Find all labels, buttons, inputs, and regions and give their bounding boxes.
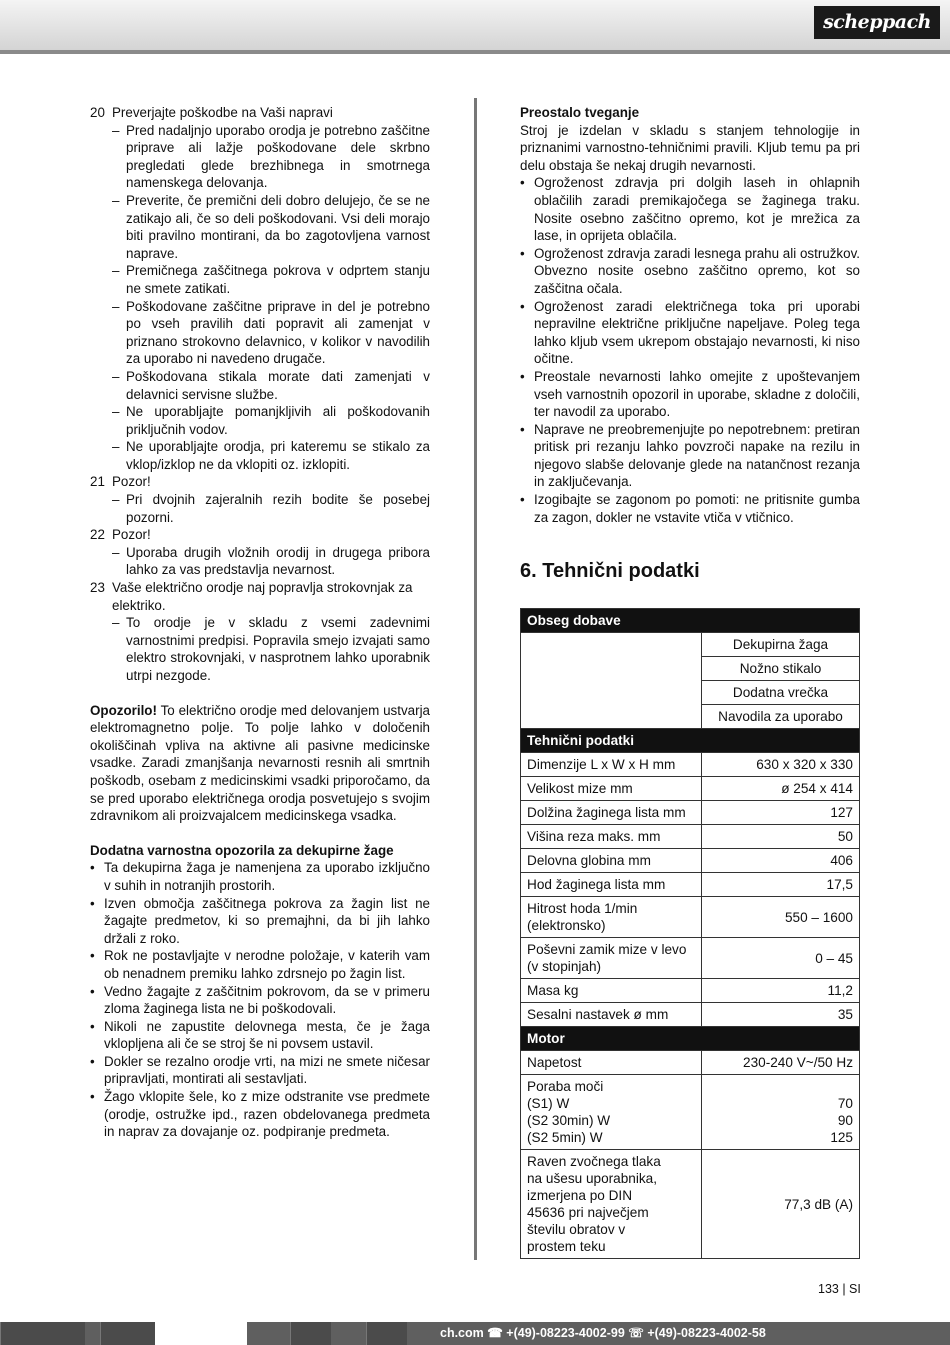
spec-label: Sesalni nastavek ø mm bbox=[521, 1003, 702, 1027]
spec-value: 11,2 bbox=[702, 979, 860, 1003]
power-labels bbox=[521, 1075, 702, 1150]
power-label: (S2 30min) W bbox=[527, 1113, 611, 1128]
dash-item bbox=[90, 192, 430, 262]
bullet-marker: • bbox=[520, 368, 525, 384]
specifications-table bbox=[520, 608, 860, 1259]
bullet-item bbox=[520, 421, 860, 491]
item-text: Preverjajte poškodbe na Vaši napravi bbox=[112, 105, 333, 120]
top-header-bar bbox=[0, 0, 950, 54]
bullet-text: Izogibajte se zagonom po pomoti: ne pritisnite gumba za zagon, dokler ne vstavite vtiča v vtičnico. bbox=[534, 492, 860, 525]
bullet-item bbox=[90, 1053, 430, 1088]
dash-marker: – bbox=[112, 263, 120, 279]
spec-value: 17,5 bbox=[702, 873, 860, 897]
dash-item bbox=[90, 614, 430, 684]
spec-label: Hitrost hoda 1/min (elektronsko) bbox=[521, 897, 702, 938]
spec-label: Napetost bbox=[521, 1051, 702, 1075]
bullet-marker: • bbox=[90, 983, 95, 999]
bullet-marker: • bbox=[520, 492, 525, 508]
dash-text: Uporaba drugih vložnih orodij in drugega pribora lahko za vas predstavlja nevarnost. bbox=[126, 544, 430, 578]
dash-item bbox=[90, 544, 430, 579]
footer-segment bbox=[366, 1322, 407, 1345]
item-number: 23 bbox=[90, 580, 105, 596]
spec-value: 406 bbox=[702, 849, 860, 873]
bullet-item bbox=[520, 245, 860, 298]
dash-text: Ne uporabljajte orodja, pri kateremu se stikalo za vklop/izklop ne da vklopiti oz. izklopiti. bbox=[126, 439, 430, 472]
spec-value: 50 bbox=[702, 825, 860, 849]
bullet-item bbox=[90, 947, 430, 982]
footer-segment bbox=[0, 1322, 85, 1345]
spec-value: 630 x 320 x 330 bbox=[702, 753, 860, 777]
bullet-marker: • bbox=[520, 175, 525, 191]
dash-marker: – bbox=[112, 298, 120, 314]
bullet-text: Nikoli ne zapustite delovnega mesta, če je žaga vklopljena ali če se stroj še ni povsem ustavil. bbox=[104, 1018, 430, 1052]
spec-row bbox=[521, 753, 860, 777]
scope-empty-cell bbox=[521, 681, 702, 705]
spec-value: 35 bbox=[702, 1003, 860, 1027]
warning-text: To električno orodje med delovanjem ustvarja elektromagnetno polje. To polje lahko v določenih okoliščinah vpliva na aktivne ali pasivne medicinske vsadke. Zaradi zmanjšanja nevarnosti resnih ali smrtnih poškodb, osebam z medicinskimi vsadki priporočamo, da se pred uporabo električnega orodja posvetujejo s svojim zdravnikom ali proizvajalcem medicinskega vsadka. bbox=[90, 702, 430, 824]
bullet-item bbox=[90, 983, 430, 1018]
numbered-item bbox=[90, 104, 430, 122]
brand-logo: scheppach bbox=[814, 6, 940, 39]
spec-row bbox=[521, 1003, 860, 1027]
scope-empty-cell bbox=[521, 633, 702, 657]
scope-item: Navodila za uporabo bbox=[702, 705, 860, 729]
spec-value: 550 – 1600 bbox=[702, 897, 860, 938]
section-heading: 6. Tehnični podatki bbox=[520, 560, 700, 582]
bullet-item bbox=[90, 895, 430, 948]
residual-risk-intro: Stroj je izdelan v skladu s stanjem tehnologije in priznanimi varnostno-tehničnimi pravili. Kljub temu pa pri delu obstaja še nekaj drugih nevarnosti. bbox=[520, 122, 860, 173]
dash-text: Premičnega zaščitnega pokrova v odprtem stanju ne smete zatikati. bbox=[126, 263, 430, 296]
footer-contact: ch.com ☎ +(49)-08223-4002-99 ☏ +(49)-08223-4002-58 bbox=[440, 1326, 766, 1340]
spec-row bbox=[521, 873, 860, 897]
bullet-text: Ogroženost zdravja zaradi lesnega prahu ali ostružkov. Obvezno nosite osebno zaščitno opremo, kot so zaščitna očala. bbox=[534, 245, 860, 296]
dash-marker: – bbox=[112, 492, 120, 508]
dash-marker: – bbox=[112, 544, 120, 560]
bullet-marker: • bbox=[90, 948, 95, 964]
dash-text: Preverite, če premični deli dobro delujejo, če se ne zatikajo ali, če so deli poškodovani. Vsi deli morajo biti pravilno montirani, da bo zagotovljena varnost naprave. bbox=[126, 192, 430, 261]
residual-risk-list bbox=[520, 174, 860, 526]
spec-row bbox=[521, 825, 860, 849]
power-title: Poraba moči bbox=[527, 1079, 604, 1094]
bullet-text: Izven območja zaščitnega pokrova za žagin list ne žagajte predmetov, ki so premajhni, da bi jih lahko držali z roko. bbox=[104, 895, 430, 946]
extra-safety-title: Dodatna varnostna opozorila za dekupirne žage bbox=[90, 842, 394, 858]
motor-header-row bbox=[521, 1027, 860, 1051]
bullet-item bbox=[520, 174, 860, 244]
dash-marker: – bbox=[112, 615, 120, 631]
scope-row bbox=[521, 705, 860, 729]
spec-value: 127 bbox=[702, 801, 860, 825]
item-text: Vaše električno orodje naj popravlja strokovnjak za elektriko. bbox=[112, 580, 413, 613]
bullet-marker: • bbox=[90, 1053, 95, 1069]
power-value: 125 bbox=[830, 1130, 853, 1145]
bullet-text: Rok ne postavljajte v nerodne položaje, v katerih vam ob nenadnem premiku lahko zdrsnejo po žagin list. bbox=[104, 948, 430, 981]
bullet-marker: • bbox=[90, 860, 95, 876]
bullet-item bbox=[520, 491, 860, 526]
section-header-cell: Obseg dobave bbox=[521, 609, 860, 633]
item-text: Pozor! bbox=[112, 527, 151, 543]
dash-text: Poškodovana stikala morate dati zamenjati v delavnici servisne službe. bbox=[126, 368, 430, 402]
power-label: (S1) W bbox=[527, 1096, 570, 1111]
noise-label: Raven zvočnega tlaka na ušesu uporabnika, izmerjena po DIN 45636 pri največjem številu obratov v prostem teku bbox=[521, 1150, 702, 1259]
dash-marker: – bbox=[112, 404, 120, 420]
spec-value: 0 – 45 bbox=[702, 938, 860, 979]
footer-segment bbox=[290, 1322, 331, 1345]
bullet-text: Preostale nevarnosti lahko omejite z upoštevanjem vseh varnostnih opozoril in uporabe, skladne z določili, ter navodil za uporabo. bbox=[534, 368, 860, 420]
scope-row bbox=[521, 657, 860, 681]
bullet-item bbox=[520, 298, 860, 368]
spec-row bbox=[521, 979, 860, 1003]
scope-empty-cell bbox=[521, 657, 702, 681]
scope-item: Nožno stikalo bbox=[702, 657, 860, 681]
dash-item bbox=[90, 298, 430, 368]
section-header-cell: Tehnični podatki bbox=[521, 729, 860, 753]
spec-row bbox=[521, 938, 860, 979]
bullet-marker: • bbox=[520, 245, 525, 261]
bullet-text: Ta dekupirna žaga je namenjena za uporabo izključno v suhih in notranjih prostorih. bbox=[104, 860, 430, 893]
right-column bbox=[520, 104, 860, 526]
page-number: 133 | SI bbox=[818, 1282, 861, 1296]
bullet-marker: • bbox=[90, 1018, 95, 1034]
dash-marker: – bbox=[112, 439, 120, 455]
scope-header-row bbox=[521, 609, 860, 633]
bullet-marker: • bbox=[520, 421, 525, 437]
bullet-text: Ogroženost zdravja pri dolgih laseh in ohlapnih oblačilih zaradi premikajočega se žaginega traku. Nosite osebno zaščitno opremo, kot je mrežica za lase, in oprijeta oblačila. bbox=[534, 175, 860, 244]
dash-item bbox=[90, 491, 430, 526]
numbered-list bbox=[90, 104, 430, 685]
spec-label: Delovna globina mm bbox=[521, 849, 702, 873]
footer-white-block bbox=[155, 1322, 247, 1345]
bullet-text: Dokler se rezalno orodje vrti, na mizi ne smete ničesar pripravljati, montirati ali sestavljati. bbox=[104, 1053, 430, 1087]
noise-row bbox=[521, 1150, 860, 1259]
dash-text: Poškodovane zaščitne priprave in del je potrebno po vseh pravilih dati popravit ali zamenjat v priznano strokovno delavnico, v kolikor v navodilih za uporabo ni navedeno drugače. bbox=[126, 298, 430, 367]
item-number: 21 bbox=[90, 474, 105, 490]
spec-value: ø 254 x 414 bbox=[702, 777, 860, 801]
bullet-text: Naprave ne preobremenjujte po nepotrebnem: pretiran pritisk pri rezanju lahko povzroči napake na rezilu in njegovo slabše delovanje glede na natančnost rezanja in zaključevanja. bbox=[534, 421, 860, 490]
scope-empty-cell bbox=[521, 705, 702, 729]
residual-risk-title: Preostalo tveganje bbox=[520, 105, 640, 120]
spec-row bbox=[521, 849, 860, 873]
power-values bbox=[702, 1075, 860, 1150]
spec-value: 230-240 V~/50 Hz bbox=[702, 1051, 860, 1075]
bullet-item bbox=[90, 1088, 430, 1141]
dash-item bbox=[90, 438, 430, 473]
bullet-marker: • bbox=[90, 895, 95, 911]
spec-label: Masa kg bbox=[521, 979, 702, 1003]
dash-item bbox=[90, 262, 430, 297]
bullet-marker: • bbox=[520, 298, 525, 314]
left-column bbox=[90, 104, 430, 1141]
numbered-item bbox=[90, 526, 430, 544]
footer-segment bbox=[100, 1322, 155, 1345]
bullet-text: Vedno žagajte z zaščitnim pokrovom, da se v primeru zloma žaginega lista ne bi poškodovali. bbox=[104, 983, 430, 1017]
scope-row bbox=[521, 681, 860, 705]
spec-label: Hod žaginega lista mm bbox=[521, 873, 702, 897]
dash-marker: – bbox=[112, 192, 120, 208]
spec-row bbox=[521, 897, 860, 938]
dash-text: Pri dvojnih zajeralnih rezih bodite še posebej pozorni. bbox=[126, 492, 430, 525]
bullet-item bbox=[90, 859, 430, 894]
power-label: (S2 5min) W bbox=[527, 1130, 603, 1145]
scope-row bbox=[521, 633, 860, 657]
dash-text: Ne uporabljajte pomanjkljivih ali poškodovanih priključnih vodov. bbox=[126, 404, 430, 437]
warning-label: Opozorilo! bbox=[90, 702, 157, 718]
power-value: 70 bbox=[837, 1096, 853, 1111]
power-value: 90 bbox=[837, 1113, 853, 1128]
bullet-item bbox=[90, 1018, 430, 1053]
bullet-text: Ogroženost zaradi električnega toka pri uporabi nepravilne električne priključne napeljave. Poleg tega lahko kljub vsem ukrepom obstajajo nevarnosti, ki niso očitne. bbox=[534, 298, 860, 367]
spec-label: Velikost mize mm bbox=[521, 777, 702, 801]
dash-item bbox=[90, 122, 430, 192]
bullet-item bbox=[520, 368, 860, 421]
extra-safety-list bbox=[90, 859, 430, 1141]
spec-label: Višina reza maks. mm bbox=[521, 825, 702, 849]
spec-row bbox=[521, 777, 860, 801]
noise-value: 77,3 dB (A) bbox=[702, 1150, 860, 1259]
spec-label: Dimenzije L x W x H mm bbox=[521, 753, 702, 777]
scope-item: Dekupirna žaga bbox=[702, 633, 860, 657]
dash-text: Pred nadaljnjo uporabo orodja je potrebno zaščitne priprave ali lažje poškodovane dele skrbno pregledati glede brezhibnega in smotrnega namenskega delovanja. bbox=[126, 122, 430, 191]
dash-item bbox=[90, 368, 430, 403]
numbered-item bbox=[90, 473, 430, 491]
item-number: 20 bbox=[90, 105, 105, 120]
numbered-item bbox=[90, 579, 430, 614]
bullet-marker: • bbox=[90, 1089, 95, 1105]
column-divider bbox=[474, 98, 477, 1260]
power-row bbox=[521, 1075, 860, 1150]
em-warning bbox=[90, 702, 430, 825]
tech-header-row bbox=[521, 729, 860, 753]
dash-marker: – bbox=[112, 368, 120, 384]
dash-text: To orodje je v skladu z vsemi zadevnimi varnostnimi predpisi. Popravila smejo izvajati samo elektro strokovnjaki, v nasprotnem lahko uporabnik utrpi nezgode. bbox=[126, 615, 430, 683]
spec-label: Dolžina žaginega lista mm bbox=[521, 801, 702, 825]
scope-item: Dodatna vrečka bbox=[702, 681, 860, 705]
bullet-text: Žago vklopite šele, ko z mize odstranite vse predmete (orodje, ostružke ipd., razen obdelovanega predmeta in naprav za dovajanje oz. podpiranje predmeta. bbox=[104, 1089, 430, 1140]
dash-marker: – bbox=[112, 122, 120, 138]
spec-row bbox=[521, 801, 860, 825]
voltage-row bbox=[521, 1051, 860, 1075]
item-number: 22 bbox=[90, 527, 105, 543]
dash-item bbox=[90, 403, 430, 438]
item-text: Pozor! bbox=[112, 474, 151, 490]
spec-label: Poševni zamik mize v levo (v stopinjah) bbox=[521, 938, 702, 979]
section-header-cell: Motor bbox=[521, 1027, 860, 1051]
